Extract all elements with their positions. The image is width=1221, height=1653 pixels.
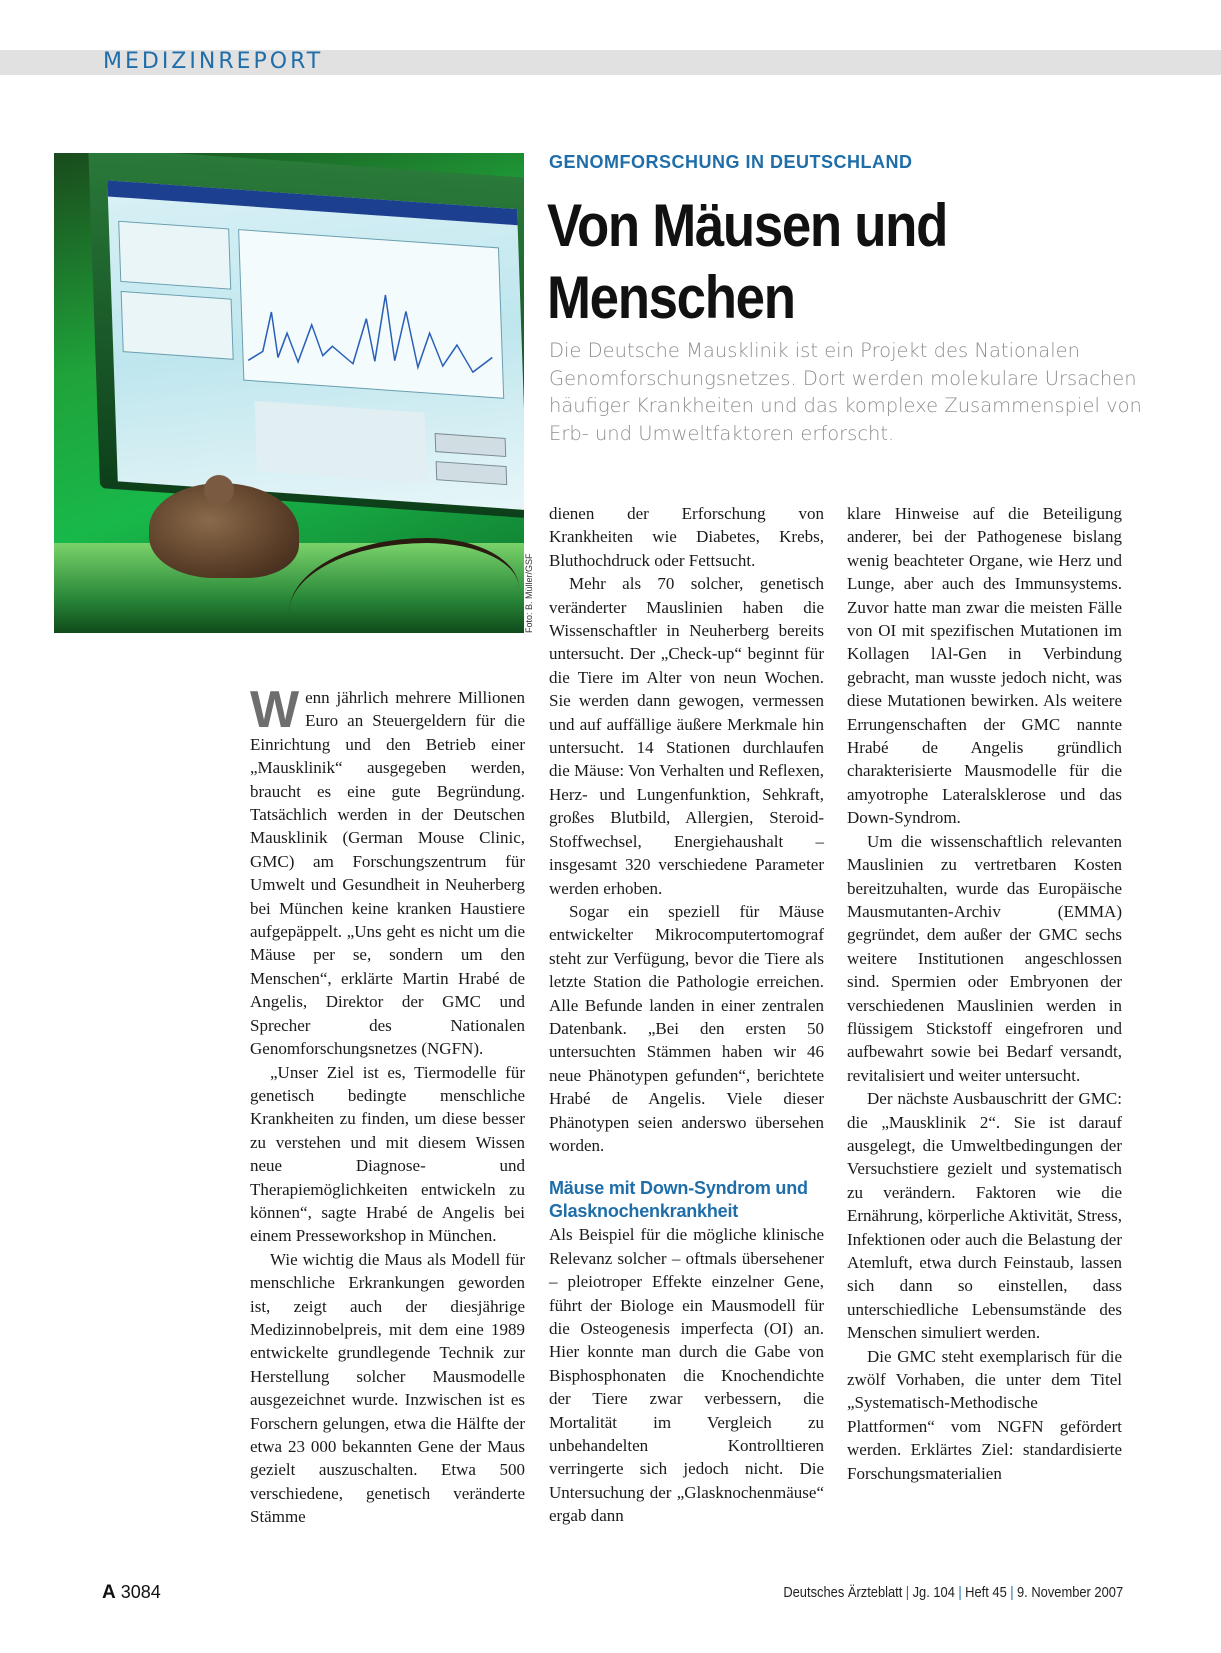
- footer-separator: |: [905, 1584, 910, 1601]
- drop-cap: W: [250, 681, 300, 739]
- paragraph: Der nächste Ausbauschritt der GMC: die „Mausklinik 2“. Sie ist darauf ausgelegt, die Umweltbedingungen der Versuchstiere gezielt und systematisch zu verändern. Faktoren wie die Ernährung, körperliche Aktivität, Stress, Infektionen oder auch die Belastung der Atemluft, etwa durch Feinstaub, lassen sich dann so einstellen, dass unterschiedliche Lebensumstände des Menschen simuliert werden.: [847, 1089, 1122, 1343]
- body-column-2: [549, 502, 824, 1528]
- monitor-screen: [107, 180, 524, 510]
- section-label: MEDIZINREPORT: [103, 49, 324, 74]
- journal-volume: Jg. 104: [912, 1584, 955, 1601]
- paragraph: dienen der Erforschung von Krankheiten wie Diabetes, Krebs, Bluthochdruck oder Fettsucht.: [549, 504, 824, 570]
- page-number-value: 3084: [120, 1582, 161, 1602]
- paragraph: Sogar ein speziell für Mäuse entwickelter Mikrocomputertomograf steht zur Verfügung, bevor die Tiere als letzte Station die Pathologie erreichen. Alle Befunde landen in einer zentralen Datenbank. „Bei den ersten 50 untersuchten Stämmen haben wir 46 neue Phänotypen gefunden“, berichtete Hrabé de Angelis. Viele dieser Phänotypen seien anderswo übersehen worden.: [549, 901, 824, 1155]
- subheading: Mäuse mit Down-Syndrom und Glasknochenkrankheit: [549, 1178, 808, 1222]
- body-column-3: [847, 502, 1122, 1485]
- paragraph: Als Beispiel für die mögliche klinische Relevanz solcher – oftmals übersehener – pleiotroper Effekte einzelner Gene, führt der Biologe ein Mausmodell für die Osteogenesis imperfecta (OI) an. Hier konnte man durch die Gabe von Bisphosphonaten die Knochendichte der Tiere zwar verbessern, die Mortalität im Vergleich zu unbehandelten Kontrolltieren verringerte sich jedoch nicht. Die Untersuchung der „Glasknochenmäuse“ ergab dann: [549, 1225, 824, 1526]
- paragraph: „Unser Ziel ist es, Tiermodelle für genetisch bedingte menschliche Krankheiten zu finden, um diese besser zu verstehen und mit diesem Wissen neue Diagnose- und Therapiemöglichkeiten entwickeln zu können“, sagte Hrabé de Angelis bei einem Presseworkshop in München.: [250, 1062, 525, 1246]
- article-photo: [54, 153, 524, 633]
- paragraph: Die GMC steht exemplarisch für die zwölf Vorhaben, die unter dem Titel „Systematisch-Methodische Plattformen“ vom NGFN gefördert werden. Erklärtes Ziel: standardisierte Forschungsmaterialien: [847, 1346, 1122, 1483]
- body-column-1: [250, 681, 525, 1529]
- mouse-ear-image: [204, 475, 234, 505]
- journal-issue: Heft 45: [965, 1584, 1007, 1601]
- screen-graph-icon: [107, 180, 524, 510]
- article-lead: Die Deutsche Mausklinik ist ein Projekt des Nationalen Genomforschungsnetzes. Dort werden molekulare Ursachen häufiger Krankheiten und das komplexe Zusammenspiel von Erb- und Umweltfaktoren erforscht.: [549, 339, 1142, 445]
- paragraph: Um die wissenschaftlich relevanten Mauslinien zu vertretbaren Kosten bereitzuhalten, wurde das Europäische Mausmutanten-Archiv (EMMA) gegründet, dem außer der GMC sechs weitere Institutionen angeschlossen sind. Spermien oder Embryonen der verschiedenen Mauslinien werden in flüssigem Stickstoff eingefroren und aufbewahrt sowie bei Bedarf versandt, revitalisiert und weiter untersucht.: [847, 831, 1122, 1085]
- journal-date: 9. November 2007: [1016, 1584, 1123, 1601]
- page-number: [102, 1582, 161, 1604]
- paragraph-text: enn jährlich mehrere Millionen Euro an Steuergeldern für die Einrichtung und den Betrieb einer „Mausklinik“ ausgegeben werden, braucht es eine gute Begründung. Tatsächlich werden in der Deutschen Mausklinik (German Mouse Clinic, GMC) am Forschungszentrum für Umwelt und Gesundheit in Neuherberg bei München keine kranken Haustiere aufgepäppelt. „Uns geht es nicht um die Mäuse per se, sondern um den Menschen“, erklärte Martin Hrabé de Angelis, Direktor der GMC und Sprecher des Nationalen Genomforschungsnetzes (NGFN).: [250, 688, 525, 1059]
- page-letter: A: [102, 1582, 116, 1603]
- footer-separator: |: [958, 1584, 962, 1601]
- footer-separator: |: [1010, 1584, 1014, 1601]
- journal-name: Deutsches Ärzteblatt: [783, 1584, 903, 1601]
- journal-footer: [783, 1584, 1123, 1601]
- headline-line-1: Von Mäusen und: [547, 192, 948, 259]
- paragraph: Mehr als 70 solcher, genetisch veränderter Mauslinien haben die Wissenschaftler in Neuherberg bereits untersucht. Der „Check-up“ beginnt für die Tiere im Alter von neun Wochen. Sie werden dann gewogen, vermessen und auf auffällige äußere Merkmale hin untersucht. 14 Stationen durchlaufen die Mäuse: Von Verhalten und Reflexen, Herz- und Lungenfunktion, Sehkraft, großes Blutbild, Allergien, Steroid-Stoffwechsel, Energiehaushalt – insgesamt 320 verschiedene Parameter werden erhoben.: [549, 574, 824, 898]
- headline-line-2: Menschen: [547, 264, 795, 331]
- photo-credit-text: Foto: B. Müller/GSF: [524, 553, 534, 633]
- paragraph: [250, 681, 525, 1061]
- paragraph: Wie wichtig die Maus als Modell für menschliche Erkrankungen geworden ist, zeigt auch der diesjährige Medizinnobelpreis, mit dem eine 1989 entwickelte grundlegende Technik zur Herstellung solcher Mausmodelle ausgezeichnet wurde. Inzwischen ist es Forschern gelungen, etwa die Hälfte der etwa 23 000 bekannten Gene der Maus gezielt auszuschalten. Etwa 500 verschiedene, genetisch veränderte Stämme: [250, 1249, 525, 1527]
- article-headline: [547, 190, 1075, 334]
- monitor-image: [88, 153, 524, 519]
- paragraph: klare Hinweise auf die Beteiligung anderer, bei der Pathogenese bislang wenig beachteter Organe, wie Herz und Lunge, aber auch des Immunsystems. Zuvor hatte man zwar die meisten Fälle von OI mit spezifischen Mutationen im Kollagen lAl-Gen in Verbindung gebracht, man wusste jedoch nicht, was diese Mutationen bewirken. Als weitere Errungenschaften der GMC nannte Hrabé de Angelis gründlich charakterisierte Mausmodelle für die amyotrophe Lateralsklerose und das Down-Syndrom.: [847, 504, 1122, 828]
- article-kicker: GENOMFORSCHUNG IN DEUTSCHLAND: [549, 152, 913, 172]
